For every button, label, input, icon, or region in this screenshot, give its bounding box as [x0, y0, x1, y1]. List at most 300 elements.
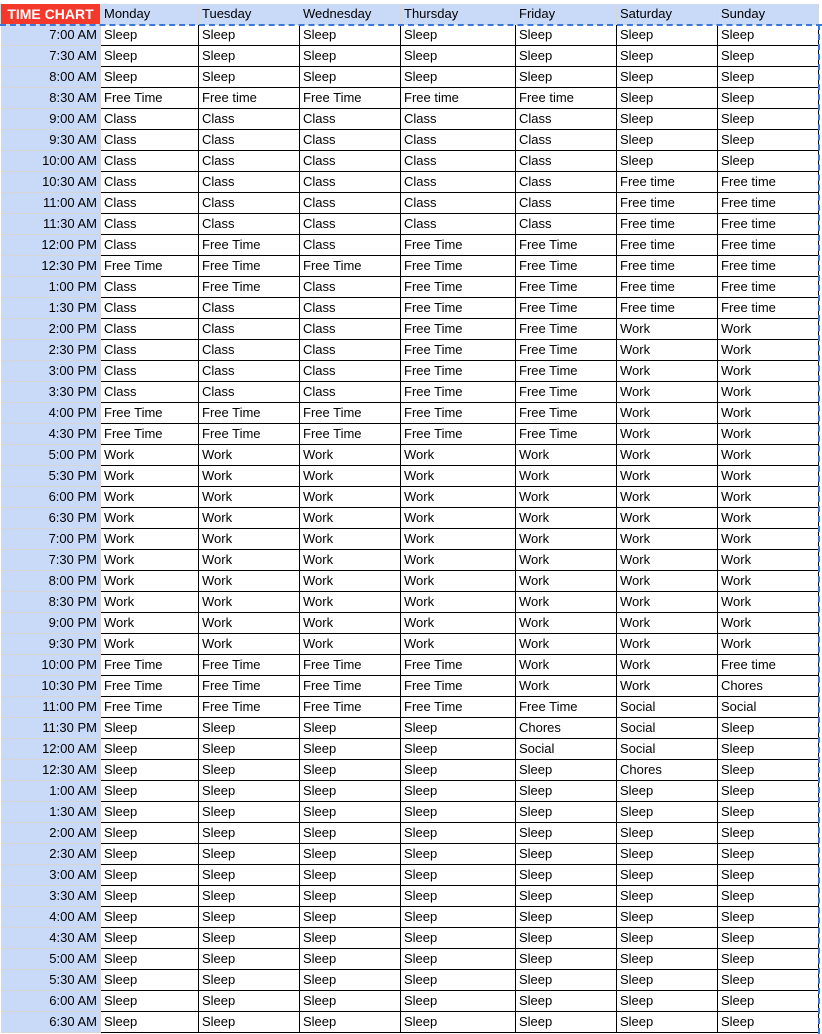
schedule-cell-monday[interactable]: Sleep: [101, 25, 199, 46]
schedule-cell-monday[interactable]: Sleep: [101, 865, 199, 886]
time-label-cell[interactable]: 2:30 AM: [1, 844, 101, 865]
schedule-cell-tuesday[interactable]: Class: [199, 193, 300, 214]
schedule-cell-thursday[interactable]: Free Time: [401, 298, 516, 319]
time-label-cell[interactable]: 4:30 AM: [1, 928, 101, 949]
schedule-cell-sunday[interactable]: Work: [718, 508, 819, 529]
schedule-cell-wednesday[interactable]: Class: [300, 319, 401, 340]
schedule-cell-tuesday[interactable]: Free Time: [199, 235, 300, 256]
schedule-cell-friday[interactable]: Sleep: [516, 949, 617, 970]
schedule-cell-friday[interactable]: Sleep: [516, 46, 617, 67]
schedule-cell-thursday[interactable]: Free Time: [401, 361, 516, 382]
schedule-cell-friday[interactable]: Sleep: [516, 25, 617, 46]
schedule-cell-saturday[interactable]: Sleep: [617, 991, 718, 1012]
schedule-cell-wednesday[interactable]: Sleep: [300, 928, 401, 949]
schedule-cell-thursday[interactable]: Sleep: [401, 781, 516, 802]
time-label-cell[interactable]: 10:00 PM: [1, 655, 101, 676]
schedule-cell-wednesday[interactable]: Sleep: [300, 739, 401, 760]
schedule-cell-wednesday[interactable]: Work: [300, 571, 401, 592]
schedule-cell-saturday[interactable]: Sleep: [617, 109, 718, 130]
schedule-cell-monday[interactable]: Work: [101, 634, 199, 655]
schedule-cell-thursday[interactable]: Sleep: [401, 718, 516, 739]
schedule-cell-monday[interactable]: Sleep: [101, 46, 199, 67]
schedule-cell-tuesday[interactable]: Free Time: [199, 676, 300, 697]
schedule-cell-friday[interactable]: Work: [516, 676, 617, 697]
schedule-cell-thursday[interactable]: Sleep: [401, 739, 516, 760]
schedule-cell-saturday[interactable]: Sleep: [617, 88, 718, 109]
schedule-cell-wednesday[interactable]: Class: [300, 109, 401, 130]
time-label-cell[interactable]: 1:30 AM: [1, 802, 101, 823]
schedule-cell-saturday[interactable]: Work: [617, 592, 718, 613]
schedule-cell-monday[interactable]: Sleep: [101, 1012, 199, 1033]
schedule-cell-saturday[interactable]: Free time: [617, 193, 718, 214]
schedule-cell-wednesday[interactable]: Free Time: [300, 256, 401, 277]
schedule-cell-wednesday[interactable]: Class: [300, 214, 401, 235]
schedule-cell-saturday[interactable]: Sleep: [617, 844, 718, 865]
schedule-cell-tuesday[interactable]: Class: [199, 214, 300, 235]
schedule-cell-saturday[interactable]: Free time: [617, 214, 718, 235]
time-label-cell[interactable]: 3:00 AM: [1, 865, 101, 886]
schedule-cell-tuesday[interactable]: Class: [199, 172, 300, 193]
schedule-cell-sunday[interactable]: Sleep: [718, 781, 819, 802]
schedule-cell-saturday[interactable]: Free time: [617, 256, 718, 277]
schedule-cell-thursday[interactable]: Free Time: [401, 340, 516, 361]
schedule-cell-thursday[interactable]: Class: [401, 109, 516, 130]
schedule-cell-wednesday[interactable]: Work: [300, 550, 401, 571]
schedule-cell-friday[interactable]: Class: [516, 172, 617, 193]
schedule-cell-tuesday[interactable]: Class: [199, 319, 300, 340]
schedule-cell-wednesday[interactable]: Sleep: [300, 1012, 401, 1033]
schedule-cell-tuesday[interactable]: Work: [199, 613, 300, 634]
schedule-cell-wednesday[interactable]: Class: [300, 235, 401, 256]
schedule-cell-sunday[interactable]: Work: [718, 634, 819, 655]
schedule-cell-sunday[interactable]: Sleep: [718, 823, 819, 844]
schedule-cell-wednesday[interactable]: Work: [300, 634, 401, 655]
schedule-cell-monday[interactable]: Sleep: [101, 949, 199, 970]
time-label-cell[interactable]: 9:30 AM: [1, 130, 101, 151]
schedule-cell-wednesday[interactable]: Work: [300, 508, 401, 529]
schedule-cell-tuesday[interactable]: Free Time: [199, 655, 300, 676]
schedule-cell-tuesday[interactable]: Free Time: [199, 697, 300, 718]
schedule-cell-sunday[interactable]: Free time: [718, 277, 819, 298]
time-label-cell[interactable]: 11:00 AM: [1, 193, 101, 214]
schedule-cell-monday[interactable]: Work: [101, 487, 199, 508]
schedule-cell-sunday[interactable]: Work: [718, 466, 819, 487]
schedule-cell-thursday[interactable]: Sleep: [401, 823, 516, 844]
schedule-cell-tuesday[interactable]: Sleep: [199, 739, 300, 760]
schedule-cell-friday[interactable]: Social: [516, 739, 617, 760]
time-label-cell[interactable]: 4:30 PM: [1, 424, 101, 445]
schedule-cell-wednesday[interactable]: Class: [300, 340, 401, 361]
schedule-cell-sunday[interactable]: Social: [718, 697, 819, 718]
schedule-cell-saturday[interactable]: Work: [617, 571, 718, 592]
schedule-cell-wednesday[interactable]: Work: [300, 487, 401, 508]
schedule-cell-monday[interactable]: Sleep: [101, 970, 199, 991]
time-label-cell[interactable]: 9:00 AM: [1, 109, 101, 130]
schedule-cell-monday[interactable]: Sleep: [101, 928, 199, 949]
schedule-cell-wednesday[interactable]: Sleep: [300, 760, 401, 781]
schedule-cell-wednesday[interactable]: Sleep: [300, 991, 401, 1012]
schedule-cell-tuesday[interactable]: Class: [199, 382, 300, 403]
schedule-cell-monday[interactable]: Free Time: [101, 697, 199, 718]
schedule-cell-sunday[interactable]: Work: [718, 529, 819, 550]
schedule-cell-wednesday[interactable]: Sleep: [300, 886, 401, 907]
schedule-cell-tuesday[interactable]: Class: [199, 340, 300, 361]
schedule-cell-wednesday[interactable]: Free Time: [300, 676, 401, 697]
schedule-cell-saturday[interactable]: Work: [617, 613, 718, 634]
schedule-cell-sunday[interactable]: Work: [718, 319, 819, 340]
schedule-cell-tuesday[interactable]: Work: [199, 529, 300, 550]
schedule-cell-thursday[interactable]: Free Time: [401, 235, 516, 256]
time-label-cell[interactable]: 3:00 PM: [1, 361, 101, 382]
schedule-cell-friday[interactable]: Sleep: [516, 907, 617, 928]
schedule-cell-sunday[interactable]: Sleep: [718, 151, 819, 172]
schedule-cell-friday[interactable]: Work: [516, 445, 617, 466]
time-label-cell[interactable]: 9:00 PM: [1, 613, 101, 634]
schedule-cell-saturday[interactable]: Sleep: [617, 865, 718, 886]
day-header-monday[interactable]: Monday: [101, 4, 199, 25]
time-label-cell[interactable]: 1:00 AM: [1, 781, 101, 802]
schedule-cell-monday[interactable]: Sleep: [101, 907, 199, 928]
schedule-cell-tuesday[interactable]: Sleep: [199, 949, 300, 970]
schedule-cell-monday[interactable]: Class: [101, 298, 199, 319]
schedule-cell-tuesday[interactable]: Sleep: [199, 823, 300, 844]
schedule-cell-thursday[interactable]: Free Time: [401, 277, 516, 298]
schedule-cell-saturday[interactable]: Work: [617, 529, 718, 550]
schedule-cell-thursday[interactable]: Sleep: [401, 928, 516, 949]
time-label-cell[interactable]: 12:00 PM: [1, 235, 101, 256]
schedule-cell-tuesday[interactable]: Sleep: [199, 991, 300, 1012]
schedule-cell-thursday[interactable]: Class: [401, 151, 516, 172]
schedule-cell-wednesday[interactable]: Free Time: [300, 88, 401, 109]
schedule-cell-monday[interactable]: Class: [101, 382, 199, 403]
schedule-cell-thursday[interactable]: Work: [401, 613, 516, 634]
schedule-cell-saturday[interactable]: Work: [617, 340, 718, 361]
schedule-cell-friday[interactable]: Work: [516, 592, 617, 613]
schedule-cell-friday[interactable]: Class: [516, 214, 617, 235]
schedule-cell-monday[interactable]: Sleep: [101, 802, 199, 823]
time-label-cell[interactable]: 7:30 PM: [1, 550, 101, 571]
schedule-cell-thursday[interactable]: Work: [401, 550, 516, 571]
schedule-cell-saturday[interactable]: Work: [617, 445, 718, 466]
time-label-cell[interactable]: 9:30 PM: [1, 634, 101, 655]
schedule-cell-tuesday[interactable]: Work: [199, 634, 300, 655]
schedule-cell-monday[interactable]: Free Time: [101, 676, 199, 697]
schedule-cell-sunday[interactable]: Work: [718, 361, 819, 382]
schedule-cell-friday[interactable]: Free Time: [516, 298, 617, 319]
time-label-cell[interactable]: 12:00 AM: [1, 739, 101, 760]
schedule-cell-tuesday[interactable]: Sleep: [199, 844, 300, 865]
schedule-cell-sunday[interactable]: Sleep: [718, 130, 819, 151]
schedule-cell-monday[interactable]: Class: [101, 193, 199, 214]
schedule-cell-tuesday[interactable]: Work: [199, 592, 300, 613]
schedule-cell-wednesday[interactable]: Sleep: [300, 823, 401, 844]
schedule-cell-saturday[interactable]: Work: [617, 319, 718, 340]
schedule-cell-thursday[interactable]: Work: [401, 634, 516, 655]
schedule-cell-friday[interactable]: Work: [516, 550, 617, 571]
time-label-cell[interactable]: 12:30 PM: [1, 256, 101, 277]
time-label-cell[interactable]: 8:00 PM: [1, 571, 101, 592]
schedule-cell-wednesday[interactable]: Work: [300, 445, 401, 466]
schedule-cell-sunday[interactable]: Sleep: [718, 739, 819, 760]
schedule-cell-saturday[interactable]: Work: [617, 403, 718, 424]
schedule-cell-thursday[interactable]: Free Time: [401, 319, 516, 340]
schedule-cell-friday[interactable]: Work: [516, 571, 617, 592]
schedule-cell-saturday[interactable]: Work: [617, 382, 718, 403]
schedule-cell-monday[interactable]: Class: [101, 214, 199, 235]
schedule-cell-tuesday[interactable]: Sleep: [199, 67, 300, 88]
time-label-cell[interactable]: 2:30 PM: [1, 340, 101, 361]
schedule-cell-thursday[interactable]: Sleep: [401, 949, 516, 970]
schedule-cell-wednesday[interactable]: Class: [300, 151, 401, 172]
schedule-cell-wednesday[interactable]: Sleep: [300, 46, 401, 67]
schedule-cell-sunday[interactable]: Work: [718, 487, 819, 508]
schedule-cell-friday[interactable]: Sleep: [516, 970, 617, 991]
schedule-cell-friday[interactable]: Work: [516, 466, 617, 487]
schedule-cell-tuesday[interactable]: Sleep: [199, 718, 300, 739]
time-label-cell[interactable]: 6:00 AM: [1, 991, 101, 1012]
schedule-cell-saturday[interactable]: Work: [617, 550, 718, 571]
schedule-cell-sunday[interactable]: Work: [718, 445, 819, 466]
schedule-cell-tuesday[interactable]: Sleep: [199, 886, 300, 907]
schedule-cell-thursday[interactable]: Sleep: [401, 865, 516, 886]
schedule-cell-thursday[interactable]: Sleep: [401, 67, 516, 88]
schedule-cell-monday[interactable]: Work: [101, 529, 199, 550]
time-label-cell[interactable]: 2:00 AM: [1, 823, 101, 844]
schedule-cell-monday[interactable]: Class: [101, 340, 199, 361]
time-label-cell[interactable]: 3:30 AM: [1, 886, 101, 907]
schedule-cell-wednesday[interactable]: Work: [300, 592, 401, 613]
schedule-cell-sunday[interactable]: Sleep: [718, 886, 819, 907]
schedule-cell-sunday[interactable]: Free time: [718, 256, 819, 277]
schedule-cell-monday[interactable]: Work: [101, 445, 199, 466]
schedule-cell-friday[interactable]: Work: [516, 655, 617, 676]
schedule-cell-tuesday[interactable]: Sleep: [199, 928, 300, 949]
schedule-cell-wednesday[interactable]: Sleep: [300, 67, 401, 88]
schedule-cell-friday[interactable]: Sleep: [516, 844, 617, 865]
schedule-cell-friday[interactable]: Work: [516, 613, 617, 634]
schedule-cell-tuesday[interactable]: Sleep: [199, 970, 300, 991]
schedule-cell-wednesday[interactable]: Class: [300, 298, 401, 319]
schedule-cell-thursday[interactable]: Class: [401, 130, 516, 151]
schedule-cell-monday[interactable]: Class: [101, 172, 199, 193]
schedule-cell-monday[interactable]: Sleep: [101, 760, 199, 781]
schedule-cell-friday[interactable]: Sleep: [516, 928, 617, 949]
schedule-cell-friday[interactable]: Sleep: [516, 886, 617, 907]
schedule-cell-thursday[interactable]: Work: [401, 571, 516, 592]
schedule-cell-thursday[interactable]: Class: [401, 172, 516, 193]
schedule-cell-wednesday[interactable]: Sleep: [300, 718, 401, 739]
schedule-cell-friday[interactable]: Work: [516, 529, 617, 550]
schedule-cell-thursday[interactable]: Sleep: [401, 970, 516, 991]
schedule-cell-sunday[interactable]: Work: [718, 550, 819, 571]
schedule-cell-saturday[interactable]: Sleep: [617, 67, 718, 88]
schedule-cell-thursday[interactable]: Sleep: [401, 886, 516, 907]
schedule-cell-friday[interactable]: Work: [516, 508, 617, 529]
time-label-cell[interactable]: 12:30 AM: [1, 760, 101, 781]
schedule-cell-monday[interactable]: Sleep: [101, 718, 199, 739]
schedule-cell-monday[interactable]: Class: [101, 235, 199, 256]
schedule-cell-monday[interactable]: Sleep: [101, 67, 199, 88]
schedule-cell-saturday[interactable]: Sleep: [617, 970, 718, 991]
title-cell[interactable]: TIME CHART: [1, 4, 101, 25]
schedule-cell-wednesday[interactable]: Sleep: [300, 802, 401, 823]
time-label-cell[interactable]: 11:30 PM: [1, 718, 101, 739]
schedule-cell-tuesday[interactable]: Sleep: [199, 46, 300, 67]
schedule-cell-wednesday[interactable]: Work: [300, 613, 401, 634]
schedule-cell-thursday[interactable]: Free Time: [401, 676, 516, 697]
schedule-cell-monday[interactable]: Class: [101, 361, 199, 382]
schedule-cell-friday[interactable]: Class: [516, 130, 617, 151]
schedule-cell-thursday[interactable]: Free Time: [401, 403, 516, 424]
schedule-cell-thursday[interactable]: Class: [401, 214, 516, 235]
schedule-cell-sunday[interactable]: Sleep: [718, 928, 819, 949]
schedule-cell-monday[interactable]: Sleep: [101, 886, 199, 907]
day-header-sunday[interactable]: Sunday: [718, 4, 819, 25]
schedule-cell-wednesday[interactable]: Free Time: [300, 697, 401, 718]
schedule-cell-friday[interactable]: Free Time: [516, 256, 617, 277]
schedule-cell-sunday[interactable]: Sleep: [718, 109, 819, 130]
time-label-cell[interactable]: 3:30 PM: [1, 382, 101, 403]
time-label-cell[interactable]: 5:30 AM: [1, 970, 101, 991]
schedule-cell-saturday[interactable]: Sleep: [617, 823, 718, 844]
time-label-cell[interactable]: 8:00 AM: [1, 67, 101, 88]
schedule-cell-friday[interactable]: Work: [516, 487, 617, 508]
time-label-cell[interactable]: 5:00 PM: [1, 445, 101, 466]
schedule-cell-monday[interactable]: Sleep: [101, 781, 199, 802]
schedule-cell-thursday[interactable]: Work: [401, 445, 516, 466]
schedule-cell-saturday[interactable]: Work: [617, 424, 718, 445]
schedule-cell-monday[interactable]: Sleep: [101, 739, 199, 760]
schedule-cell-sunday[interactable]: Sleep: [718, 1012, 819, 1033]
time-label-cell[interactable]: 5:30 PM: [1, 466, 101, 487]
schedule-cell-tuesday[interactable]: Sleep: [199, 1012, 300, 1033]
schedule-cell-sunday[interactable]: Sleep: [718, 865, 819, 886]
schedule-cell-tuesday[interactable]: Sleep: [199, 802, 300, 823]
schedule-cell-tuesday[interactable]: Sleep: [199, 781, 300, 802]
schedule-cell-tuesday[interactable]: Work: [199, 508, 300, 529]
day-header-wednesday[interactable]: Wednesday: [300, 4, 401, 25]
schedule-cell-saturday[interactable]: Chores: [617, 760, 718, 781]
schedule-cell-wednesday[interactable]: Sleep: [300, 865, 401, 886]
time-label-cell[interactable]: 7:00 AM: [1, 25, 101, 46]
schedule-cell-saturday[interactable]: Sleep: [617, 151, 718, 172]
schedule-cell-tuesday[interactable]: Sleep: [199, 865, 300, 886]
schedule-cell-sunday[interactable]: Free time: [718, 235, 819, 256]
schedule-cell-friday[interactable]: Free Time: [516, 403, 617, 424]
schedule-cell-tuesday[interactable]: Free Time: [199, 277, 300, 298]
schedule-cell-sunday[interactable]: Work: [718, 571, 819, 592]
schedule-cell-saturday[interactable]: Work: [617, 361, 718, 382]
schedule-cell-sunday[interactable]: Sleep: [718, 991, 819, 1012]
schedule-cell-friday[interactable]: Free Time: [516, 382, 617, 403]
schedule-cell-tuesday[interactable]: Work: [199, 550, 300, 571]
schedule-cell-saturday[interactable]: Sleep: [617, 130, 718, 151]
schedule-cell-friday[interactable]: Free time: [516, 88, 617, 109]
time-label-cell[interactable]: 8:30 AM: [1, 88, 101, 109]
schedule-cell-sunday[interactable]: Sleep: [718, 25, 819, 46]
schedule-cell-wednesday[interactable]: Free Time: [300, 655, 401, 676]
schedule-cell-sunday[interactable]: Sleep: [718, 970, 819, 991]
schedule-cell-friday[interactable]: Work: [516, 634, 617, 655]
schedule-cell-saturday[interactable]: Social: [617, 718, 718, 739]
time-label-cell[interactable]: 10:30 AM: [1, 172, 101, 193]
time-label-cell[interactable]: 10:00 AM: [1, 151, 101, 172]
schedule-cell-sunday[interactable]: Sleep: [718, 844, 819, 865]
schedule-cell-tuesday[interactable]: Free Time: [199, 256, 300, 277]
schedule-cell-saturday[interactable]: Social: [617, 697, 718, 718]
schedule-cell-friday[interactable]: Sleep: [516, 1012, 617, 1033]
schedule-cell-saturday[interactable]: Free time: [617, 277, 718, 298]
schedule-cell-tuesday[interactable]: Class: [199, 130, 300, 151]
schedule-cell-sunday[interactable]: Sleep: [718, 46, 819, 67]
day-header-saturday[interactable]: Saturday: [617, 4, 718, 25]
schedule-cell-thursday[interactable]: Work: [401, 466, 516, 487]
time-label-cell[interactable]: 11:30 AM: [1, 214, 101, 235]
time-label-cell[interactable]: 6:30 PM: [1, 508, 101, 529]
schedule-cell-wednesday[interactable]: Sleep: [300, 949, 401, 970]
schedule-cell-friday[interactable]: Free Time: [516, 361, 617, 382]
schedule-cell-monday[interactable]: Free Time: [101, 424, 199, 445]
schedule-cell-friday[interactable]: Sleep: [516, 760, 617, 781]
schedule-cell-thursday[interactable]: Class: [401, 193, 516, 214]
schedule-cell-wednesday[interactable]: Sleep: [300, 907, 401, 928]
time-label-cell[interactable]: 1:30 PM: [1, 298, 101, 319]
schedule-cell-sunday[interactable]: Sleep: [718, 802, 819, 823]
schedule-cell-thursday[interactable]: Free Time: [401, 424, 516, 445]
schedule-cell-saturday[interactable]: Social: [617, 739, 718, 760]
schedule-cell-monday[interactable]: Free Time: [101, 655, 199, 676]
schedule-cell-monday[interactable]: Sleep: [101, 823, 199, 844]
schedule-cell-wednesday[interactable]: Work: [300, 529, 401, 550]
schedule-cell-saturday[interactable]: Sleep: [617, 46, 718, 67]
schedule-cell-tuesday[interactable]: Class: [199, 361, 300, 382]
time-label-cell[interactable]: 4:00 AM: [1, 907, 101, 928]
schedule-cell-monday[interactable]: Class: [101, 109, 199, 130]
schedule-cell-monday[interactable]: Work: [101, 571, 199, 592]
schedule-cell-sunday[interactable]: Work: [718, 403, 819, 424]
schedule-cell-sunday[interactable]: Sleep: [718, 88, 819, 109]
schedule-cell-wednesday[interactable]: Sleep: [300, 781, 401, 802]
schedule-cell-saturday[interactable]: Sleep: [617, 949, 718, 970]
day-header-tuesday[interactable]: Tuesday: [199, 4, 300, 25]
schedule-cell-thursday[interactable]: Work: [401, 592, 516, 613]
schedule-cell-wednesday[interactable]: Class: [300, 382, 401, 403]
time-label-cell[interactable]: 4:00 PM: [1, 403, 101, 424]
schedule-cell-friday[interactable]: Class: [516, 193, 617, 214]
schedule-cell-wednesday[interactable]: Free Time: [300, 403, 401, 424]
schedule-cell-sunday[interactable]: Free time: [718, 172, 819, 193]
schedule-cell-sunday[interactable]: Work: [718, 424, 819, 445]
schedule-cell-wednesday[interactable]: Work: [300, 466, 401, 487]
schedule-cell-monday[interactable]: Free Time: [101, 256, 199, 277]
schedule-cell-sunday[interactable]: Free time: [718, 214, 819, 235]
schedule-cell-wednesday[interactable]: Free Time: [300, 424, 401, 445]
schedule-cell-thursday[interactable]: Free Time: [401, 256, 516, 277]
schedule-cell-thursday[interactable]: Sleep: [401, 46, 516, 67]
schedule-cell-thursday[interactable]: Sleep: [401, 844, 516, 865]
schedule-cell-sunday[interactable]: Free time: [718, 655, 819, 676]
schedule-cell-friday[interactable]: Class: [516, 151, 617, 172]
time-label-cell[interactable]: 11:00 PM: [1, 697, 101, 718]
schedule-cell-sunday[interactable]: Work: [718, 382, 819, 403]
schedule-cell-tuesday[interactable]: Work: [199, 571, 300, 592]
schedule-cell-monday[interactable]: Work: [101, 508, 199, 529]
schedule-cell-friday[interactable]: Free Time: [516, 319, 617, 340]
schedule-cell-sunday[interactable]: Work: [718, 613, 819, 634]
schedule-cell-friday[interactable]: Sleep: [516, 991, 617, 1012]
schedule-cell-friday[interactable]: Chores: [516, 718, 617, 739]
schedule-cell-wednesday[interactable]: Class: [300, 361, 401, 382]
